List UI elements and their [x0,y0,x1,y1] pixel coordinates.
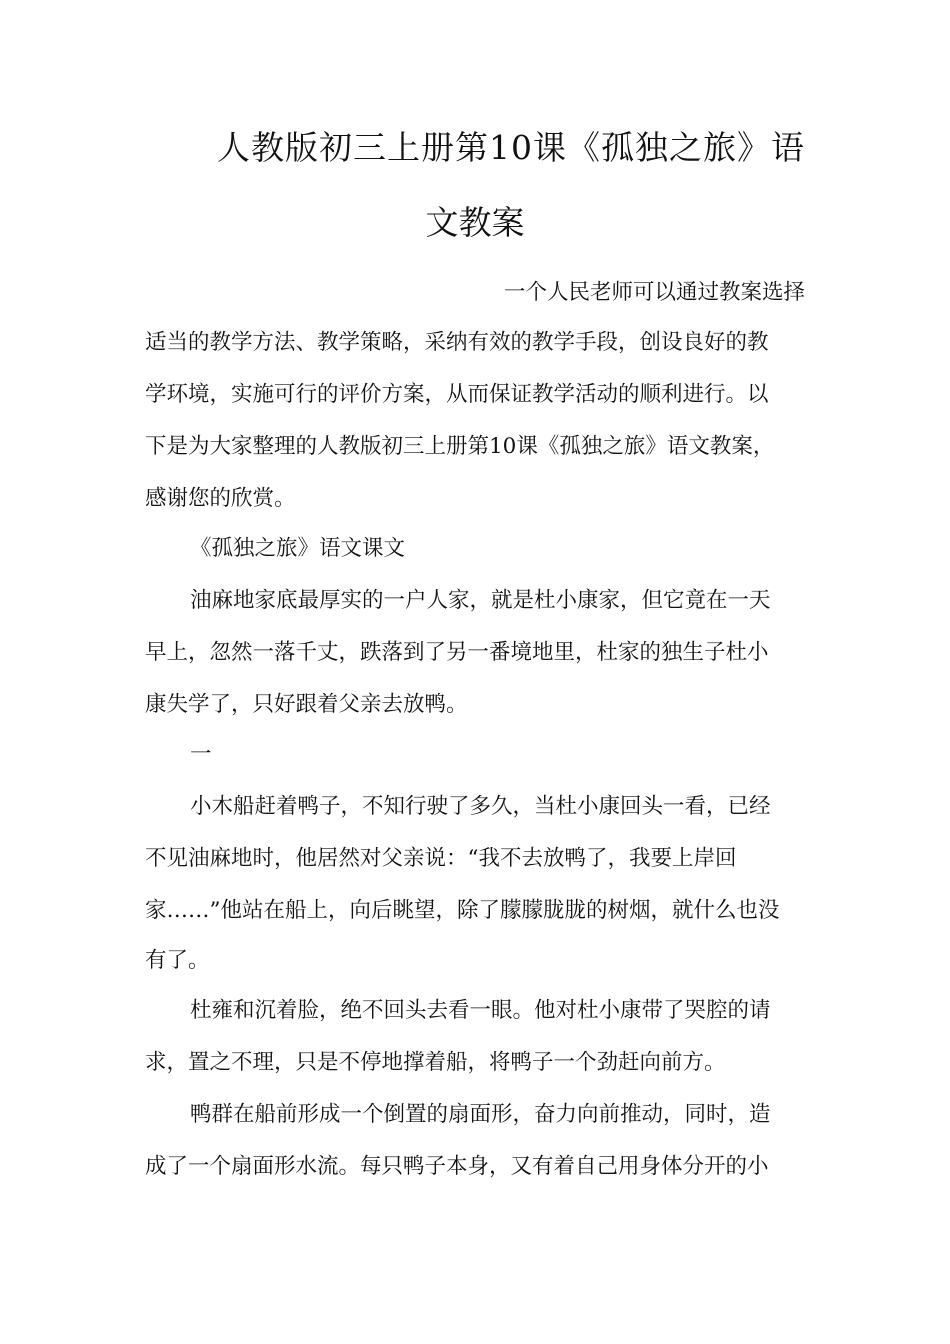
intro-line-2: 适当的教学方法、教学策略，采纳有效的教学手段，创设良好的教 [145,330,769,355]
paragraph-line: 杜雍和沉着脸，绝不回头去看一眼。他对杜小康带了哭腔的请 [190,998,771,1023]
intro-line-4: 下是为大家整理的人教版初三上册第10课《孤独之旅》语文教案， [145,434,775,459]
paragraph-line: 鸭群在船前形成一个倒置的扇面形，奋力向前推动，同时，造 [190,1102,771,1127]
paragraph-line: 康失学了，只好跟着父亲去放鸭。 [145,692,468,717]
paragraph-line: 求，置之不理，只是不停地撑着船，将鸭子一个劲赶向前方。 [145,1050,726,1075]
paragraph-line: 油麻地家底最厚实的一户人家，就是杜小康家，但它竟在一天 [190,588,771,613]
paragraph-line: 成了一个扇面形水流。每只鸭子本身，又有着自己用身体分开的小 [145,1154,769,1179]
paragraph-line: 有了。 [145,948,210,973]
document-title-line-2: 文教案 [425,203,525,242]
intro-line-5: 感谢您的欣赏。 [145,486,296,511]
paragraph-line: 早上，忽然一落千丈，跌落到了另一番境地里，杜家的独生子杜小 [145,640,769,665]
paragraph-line: 小木船赶着鸭子，不知行驶了多久，当杜小康回头一看，已经 [190,794,771,819]
document-title-line-1: 人教版初三上册第10课《孤独之旅》语 [217,128,805,167]
intro-line-3: 学环境，实施可行的评价方案，从而保证教学活动的顺利进行。以 [145,382,769,407]
paragraph-line: 不见油麻地时，他居然对父亲说：“我不去放鸭了，我要上岸回 [145,846,737,871]
chapter-number: 一 [190,742,212,767]
section-heading: 《孤独之旅》语文课文 [190,536,406,561]
intro-line-1: 一个人民老师可以通过教案选择 [503,280,805,305]
paragraph-line: 家……”他站在船上，向后眺望，除了朦朦胧胧的树烟，就什么也没 [145,898,780,923]
